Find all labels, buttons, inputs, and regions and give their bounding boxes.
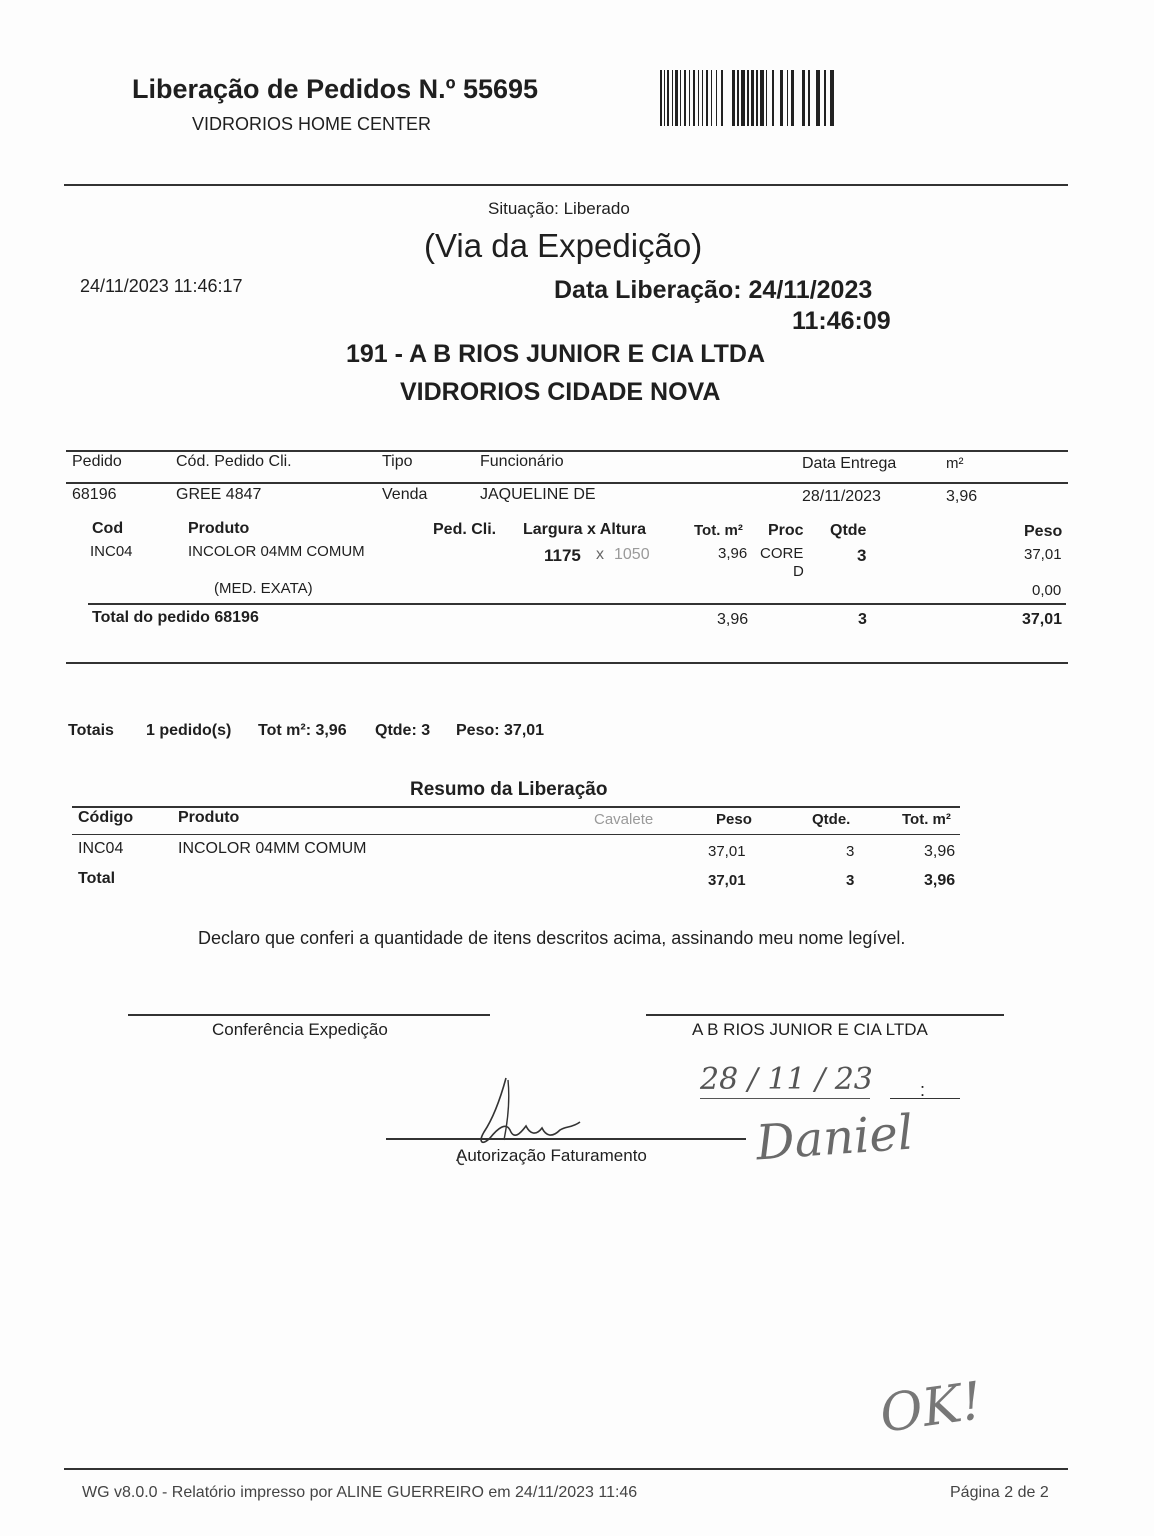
totals-m2: Tot m²: 3,96 — [258, 722, 347, 739]
order-table-bottom — [66, 662, 1068, 664]
footer-divider — [64, 1468, 1068, 1470]
order-employee: JAQUELINE DE — [480, 486, 596, 503]
item-process-cont: D — [793, 563, 804, 580]
order-total-weight: 37,01 — [1022, 611, 1063, 628]
item-col-ped-cli: Ped. Cli. — [433, 521, 497, 538]
declaration-text: Declaro que conferi a quantidade de itens descritos acima, assinando meu nome legível. — [198, 928, 906, 948]
item-col-tot-m2: Tot. m² — [694, 522, 743, 539]
header-divider — [64, 184, 1068, 186]
item-code: INC04 — [90, 543, 133, 560]
item-weight: 37,01 — [1024, 546, 1062, 563]
item-col-qtde: Qtde — [830, 522, 867, 539]
barcode — [660, 70, 840, 126]
summary-total-weight: 37,01 — [708, 872, 746, 889]
release-date: 24/11/2023 — [748, 276, 873, 304]
summary-col-qtde: Qtde. — [812, 811, 851, 828]
order-table-header-line — [66, 482, 1068, 484]
summary-title: Resumo da Liberação — [410, 779, 608, 800]
order-type: Venda — [382, 486, 428, 503]
summary-col-cavalete: Cavalete — [594, 811, 654, 828]
order-number: 68196 — [72, 486, 117, 503]
order-table-top — [66, 450, 1068, 452]
summary-col-produto: Produto — [178, 809, 240, 826]
order-total-qty: 3 — [858, 611, 867, 628]
item-col-largura-altura: Largura x Altura — [523, 521, 646, 538]
order-total-label: Total do pedido 68196 — [92, 609, 259, 626]
handwritten-date: 28 / 11 / 23 — [700, 1062, 873, 1097]
release-date-label: Data Liberação: — [554, 276, 742, 304]
print-datetime: 24/11/2023 11:46:17 — [80, 276, 243, 296]
release-time: 11:46:09 — [792, 307, 891, 335]
footer-page-number: Página 2 de 2 — [950, 1484, 1049, 1501]
item-col-cod: Cod — [92, 520, 124, 537]
summary-col-codigo: Código — [78, 809, 134, 826]
date-underline — [700, 1098, 870, 1099]
summary-row-weight: 37,01 — [708, 843, 746, 860]
time-separator: : — [920, 1080, 926, 1100]
item-qty: 3 — [857, 546, 867, 565]
item-height: 1050 — [614, 546, 650, 563]
footer-printed-by: WG v8.0.0 - Relatório impresso por ALINE GUERREIRO em 24/11/2023 11:46 — [82, 1484, 638, 1501]
item-col-peso: Peso — [1024, 523, 1063, 540]
col-tipo: Tipo — [382, 453, 413, 470]
handwritten-signature-scribble — [448, 1070, 598, 1170]
signature-line-company — [646, 1014, 1004, 1016]
summary-col-tot-m2: Tot. m² — [902, 811, 951, 828]
col-m2: m² — [946, 455, 964, 472]
col-cod-cli: Cód. Pedido Cli. — [176, 453, 292, 470]
item-col-proc: Proc — [768, 522, 804, 539]
col-pedido: Pedido — [72, 453, 122, 470]
summary-row-product: INCOLOR 04MM COMUM — [178, 840, 367, 857]
order-delivery-date: 28/11/2023 — [802, 488, 881, 505]
order-total-m2: 3,96 — [717, 611, 749, 628]
item-process: CORE — [760, 545, 804, 562]
item-tot-m2: 3,96 — [718, 545, 748, 562]
totals-weight: Peso: 37,01 — [456, 722, 545, 739]
totals-orders: 1 pedido(s) — [146, 722, 232, 739]
summary-row-m2: 3,96 — [924, 843, 956, 860]
order-m2: 3,96 — [946, 488, 978, 505]
company-name: VIDRORIOS HOME CENTER — [192, 114, 432, 134]
item-product: INCOLOR 04MM COMUM — [188, 543, 365, 560]
summary-total-m2: 3,96 — [924, 872, 956, 889]
col-funcionario: Funcionário — [480, 453, 564, 470]
summary-header-line — [72, 834, 960, 835]
summary-row-code: INC04 — [78, 840, 124, 857]
summary-row-qty: 3 — [846, 843, 855, 860]
status-text: Situação: Liberado — [488, 199, 630, 218]
signature-line-conferencia — [128, 1014, 490, 1016]
totals-qty: Qtde: 3 — [375, 722, 431, 739]
copy-type: (Via da Expedição) — [424, 227, 703, 264]
client-branch: VIDRORIOS CIDADE NOVA — [400, 378, 721, 406]
item-width: 1175 — [544, 546, 581, 565]
summary-top-line — [72, 806, 960, 808]
signature-label-company: A B RIOS JUNIOR E CIA LTDA — [692, 1020, 928, 1039]
summary-total-qty: 3 — [846, 872, 855, 889]
order-client-code: GREE 4847 — [176, 486, 262, 503]
handwritten-name: Daniel — [754, 1104, 915, 1172]
handwritten-ok: OK! — [876, 1371, 987, 1445]
summary-total-label: Total — [78, 870, 116, 887]
signature-label-autorizacao: Autorização Faturamento — [456, 1146, 647, 1165]
item-note-weight: 0,00 — [1032, 582, 1062, 599]
item-dim-separator: x — [596, 546, 604, 563]
client-name: 191 - A B RIOS JUNIOR E CIA LTDA — [346, 340, 766, 368]
summary-col-peso: Peso — [716, 811, 752, 828]
totals-label: Totais — [68, 722, 114, 739]
col-data-entrega: Data Entrega — [802, 455, 897, 472]
item-note: (MED. EXATA) — [214, 580, 313, 597]
page-title: Liberação de Pedidos N.º 55695 — [132, 74, 539, 104]
signature-label-conferencia: Conferência Expedição — [212, 1020, 388, 1039]
item-col-produto: Produto — [188, 520, 250, 537]
order-total-line — [88, 603, 1066, 605]
